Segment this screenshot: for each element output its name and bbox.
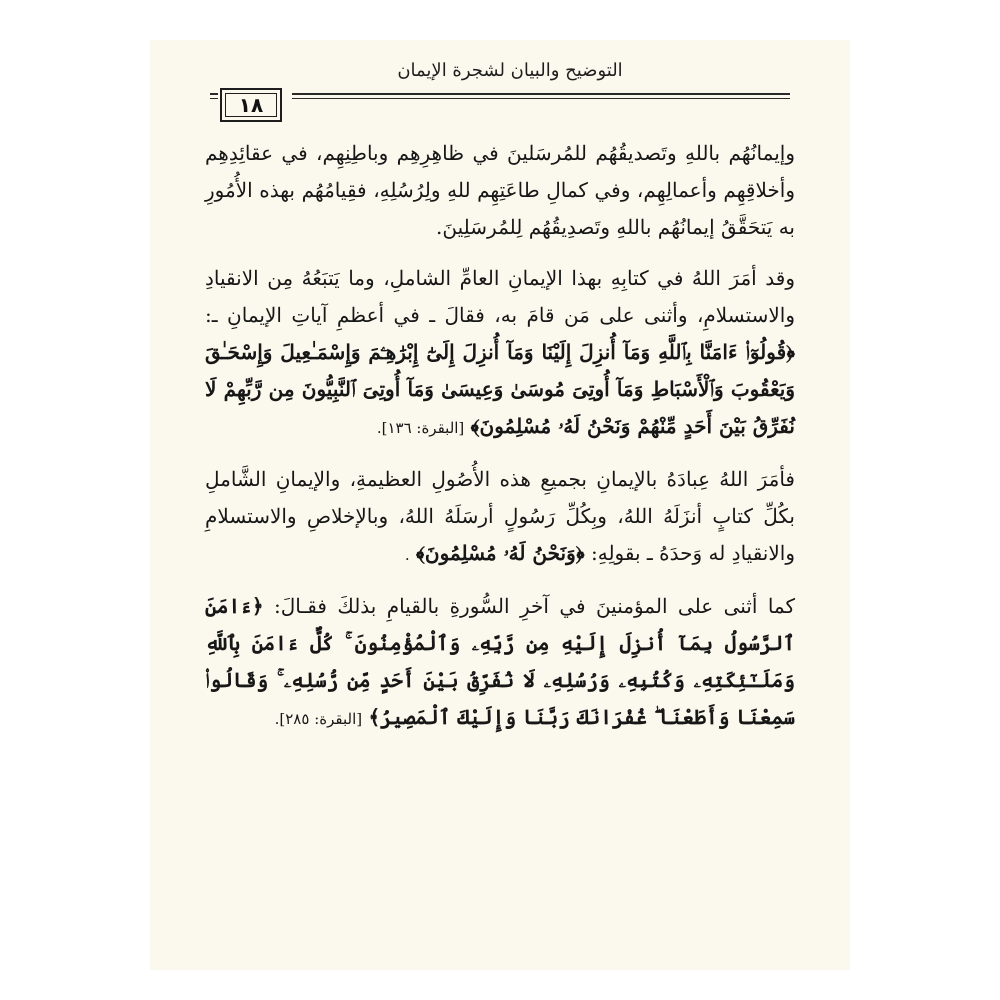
- paragraph-text: وإيمانُهُم باللهِ وتَصديقُهُم للمُرسَلينَ في ظاهِرِهِم وباطِنِهِم، في عقائِدِهِم وأخلاقِهِم وأعمالِهِم، وفي كمالِ طاعَتِهِم للهِ ولِرُسُلِهِ، فقِيامُهُم بهذه الأُمُورِ به يَتحَقَّقُ إيمانُهُم باللهِ وتَصدِيقُهُم لِلمُرسَلِينَ.: [205, 141, 795, 239]
- header-rule-left-top: [210, 93, 218, 95]
- quran-verse: ﴿قُولُوٓا۟ ءَامَنَّا بِٱللَّهِ وَمَآ أُنزِلَ إِلَيْنَا وَمَآ أُنزِلَ إِلَىٰٓ إِبْرَٰهِـۧمَ وَإِسْمَـٰعِيلَ وَإِسْحَـٰقَ وَيَعْقُوبَ وَٱلْأَسْبَاطِ وَمَآ أُوتِىَ مُوسَىٰ وَعِيسَىٰ وَمَآ أُوتِىَ ٱلنَّبِيُّونَ مِن رَّبِّهِمْ لَا نُفَرِّقُ بَيْنَ أَحَدٍ مِّنْهُمْ وَنَحْنُ لَهُۥ مُسْلِمُونَ﴾: [205, 340, 795, 438]
- book-page: [150, 40, 850, 970]
- paragraph-1: [205, 135, 795, 246]
- page-header: [210, 60, 790, 130]
- header-rule-right-top: [292, 93, 790, 95]
- paragraph-4: [205, 588, 795, 738]
- verse-reference: [البقرة: ٢٨٥].: [274, 710, 363, 728]
- paragraph-text: كما أثنى على المؤمنينَ في آخرِ السُّورةِ بالقيامِ بذلكَ فقـالَ:: [274, 594, 795, 618]
- page-body: [205, 135, 795, 752]
- quran-verse: ﴿ءَامَنَ ٱلرَّسُولُ بِمَآ أُنزِلَ إِلَيْهِ مِن رَّبِّهِۦ وَٱلْمُؤْمِنُونَ ۚ كُلٌّ ءَامَنَ بِٱللَّهِ وَمَلَـٰٓئِكَتِهِۦ وَكُتُبِهِۦ وَرُسُلِهِۦ لَا نُفَرِّقُ بَيْنَ أَحَدٍ مِّن رُّسُلِهِۦ ۚ وَقَالُوا۟ سَمِعْنَا وَأَطَعْنَا ۖ غُفْرَانَكَ رَبَّنَا وَإِلَيْكَ ٱلْمَصِيرُ﴾: [205, 594, 795, 729]
- verse-reference: [البقرة: ١٣٦].: [376, 419, 465, 437]
- page-number: ١٨: [225, 93, 277, 117]
- paragraph-2: [205, 260, 795, 447]
- running-title: التوضيح والبيان لشجرة الإيمان: [397, 60, 623, 81]
- header-rule-right-bottom: [292, 98, 790, 99]
- paragraph-text: فأمَرَ اللهُ عِبادَهُ بالإيمانِ بجميعِ هذه الأُصُولِ العظيمةِ، والإيمانِ الشَّاملِ بكُلِّ كتابٍ أنزَلَهُ اللهُ، وبِكُلِّ رَسُولٍ أرسَلَهُ اللهُ، وبالإخلاصِ والاستسلامِ والانقيادِ له وَحدَهُ ـ بقولِهِ:: [205, 467, 795, 565]
- header-rule-left-bottom: [210, 98, 218, 99]
- paragraph-3: [205, 461, 795, 574]
- page-number-box: [220, 88, 282, 122]
- quran-verse: ﴿وَنَحْنُ لَهُۥ مُسْلِمُونَ﴾: [416, 541, 585, 565]
- verse-reference: .: [404, 546, 410, 564]
- paragraph-text: وقد أمَرَ اللهُ في كتابِهِ بهذا الإيمانِ العامِّ الشاملِ، وما يَتبَعُهُ مِن الانقيادِ والاستسلامِ، وأثنى على مَن قامَ به، فقالَ ـ في أعظمِ آياتِ الإيمانِ ـ:: [205, 266, 795, 327]
